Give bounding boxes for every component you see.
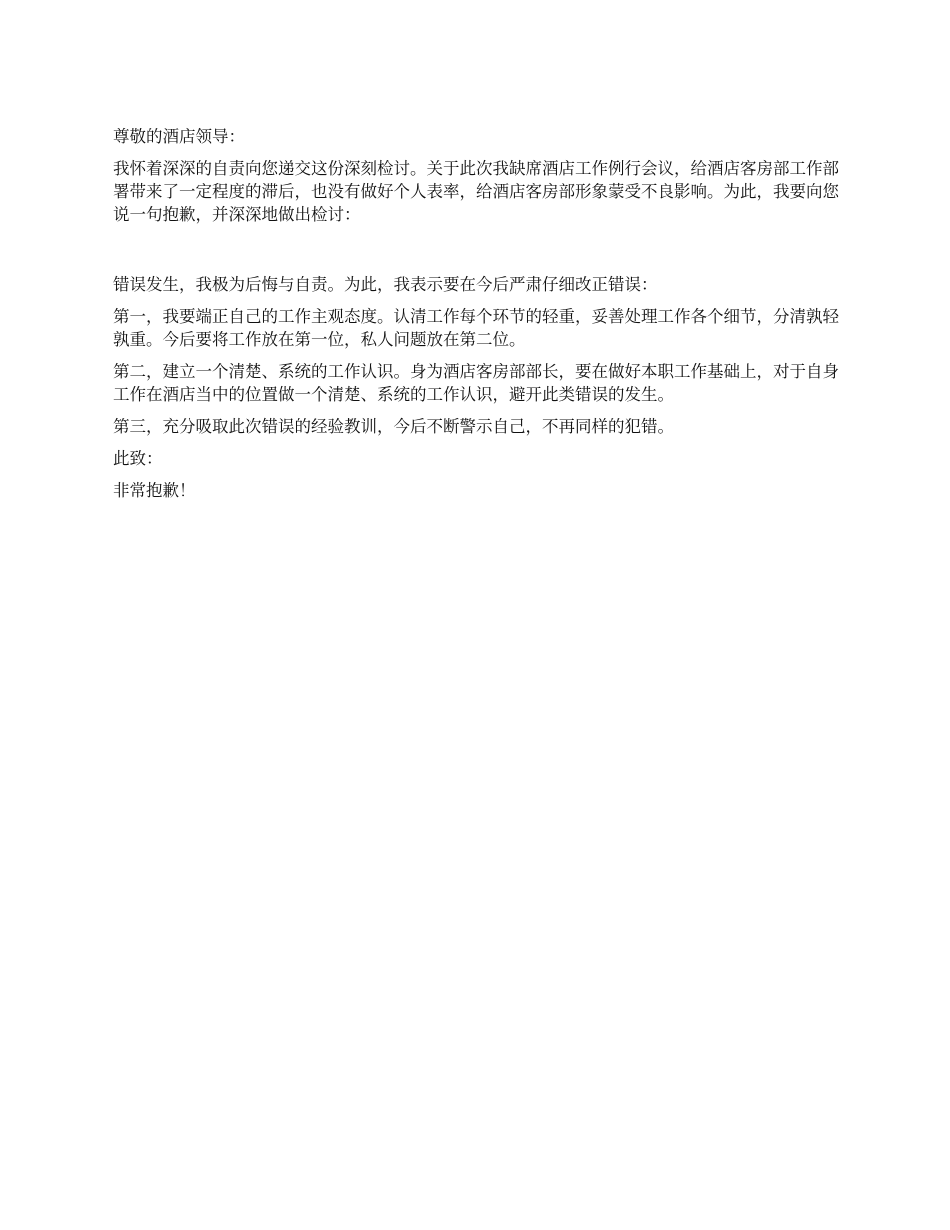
point-two-paragraph: 第二，建立一个清楚、系统的工作认识。身为酒店客房部部长，要在做好本职工作基础上，对于自身工作在酒店当中的位置做一个清楚、系统的工作认识，避开此类错误的发生。 <box>113 362 839 404</box>
point-one-paragraph: 第一，我要端正自己的工作主观态度。认清工作每个环节的轻重，妥善处理工作各个细节，分清孰轻孰重。今后要将工作放在第一位，私人问题放在第二位。 <box>113 307 839 349</box>
point-three-paragraph: 第三，充分吸取此次错误的经验教训，今后不断警示自己，不再同样的犯错。 <box>113 417 674 436</box>
closing-line: 此致： <box>113 449 163 468</box>
salutation: 尊敬的酒店领导： <box>113 127 245 146</box>
apology-line: 非常抱歉！ <box>113 481 196 500</box>
intro-paragraph: 我怀着深深的自责向您递交这份深刻检讨。关于此次我缺席酒店工作例行会议，给酒店客房部工作部署带来了一定程度的滞后，也没有做好个人表率，给酒店客房部形象蒙受不良影响。为此，我要向您说一句抱歉，并深深地做出检讨： <box>113 159 839 224</box>
regret-paragraph: 错误发生，我极为后悔与自责。为此，我表示要在今后严肃仔细改正错误： <box>113 275 658 294</box>
letter-body <box>113 125 840 511</box>
